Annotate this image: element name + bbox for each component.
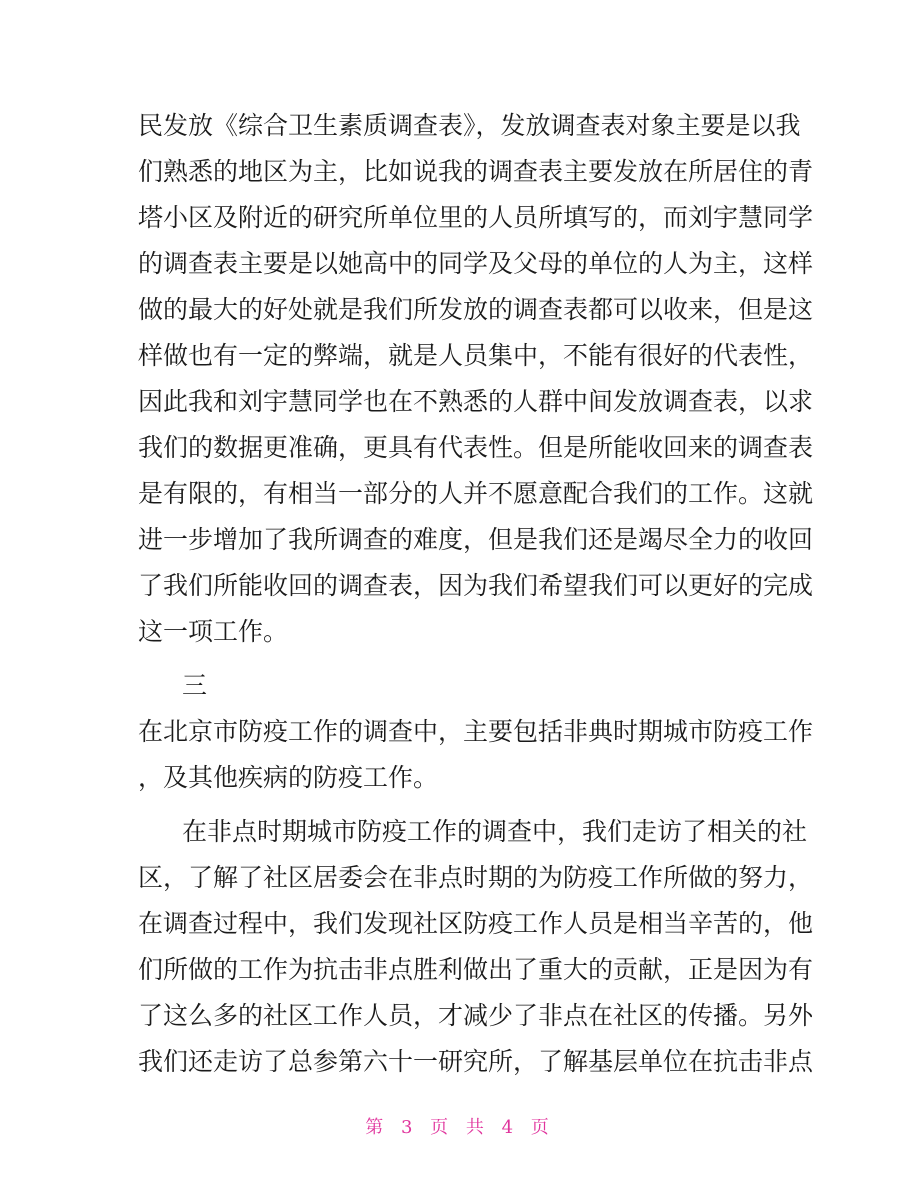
text-line: 在非点时期城市防疫工作的调查中，我们走访了相关的社 [182, 817, 808, 846]
text-line: 样做也有一定的弊端，就是人员集中，不能有很好的代表性， [138, 341, 814, 370]
text-line: 们所做的工作为抗击非点胜利做出了重大的贡献，正是因为有 [138, 955, 814, 984]
text-line: 是有限的，有相当一部分的人并不愿意配合我们的工作。这就 [138, 479, 814, 508]
text-line: 我们还走访了总参第六十一研究所，了解基层单位在抗击非点 [138, 1047, 814, 1076]
text-line: 这一项工作。 [138, 617, 289, 646]
text-line: 在调查过程中，我们发现社区防疫工作人员是相当辛苦的，他 [138, 909, 814, 938]
text-line: 塔小区及附近的研究所单位里的人员所填写的，而刘宇慧同学 [138, 203, 814, 232]
text-line: 进一步增加了我所调查的难度，但是我们还是竭尽全力的收回 [138, 525, 814, 554]
text-line: 了我们所能收回的调查表，因为我们希望我们可以更好的完成 [138, 571, 814, 600]
text-line: 了这么多的社区工作人员，才减少了非点在社区的传播。另外 [138, 1001, 814, 1030]
text-line: 在北京市防疫工作的调查中，主要包括非典时期城市防疫工作 [138, 717, 814, 746]
text-line: 的调查表主要是以她高中的同学及父母的单位的人为主，这样 [138, 249, 814, 278]
text-line: 民发放《综合卫生素质调查表》，发放调查表对象主要是以我 [138, 111, 801, 140]
text-line: 做的最大的好处就是我们所发放的调查表都可以收来，但是这 [138, 295, 814, 324]
text-line: 区，了解了社区居委会在非点时期的为防疫工作所做的努力， [138, 863, 814, 892]
section-heading: 三 [182, 671, 208, 700]
text-line: 因此我和刘宇慧同学也在不熟悉的人群中间发放调查表，以求 [138, 387, 814, 416]
text-line: 我们的数据更准确，更具有代表性。但是所能收回来的调查表 [138, 433, 814, 462]
text-line: ，及其他疾病的防疫工作。 [138, 763, 439, 792]
page-number-footer: 第 3 页 共 4 页 [365, 1117, 555, 1138]
text-line: 们熟悉的地区为主，比如说我的调查表主要发放在所居住的青 [138, 157, 814, 186]
